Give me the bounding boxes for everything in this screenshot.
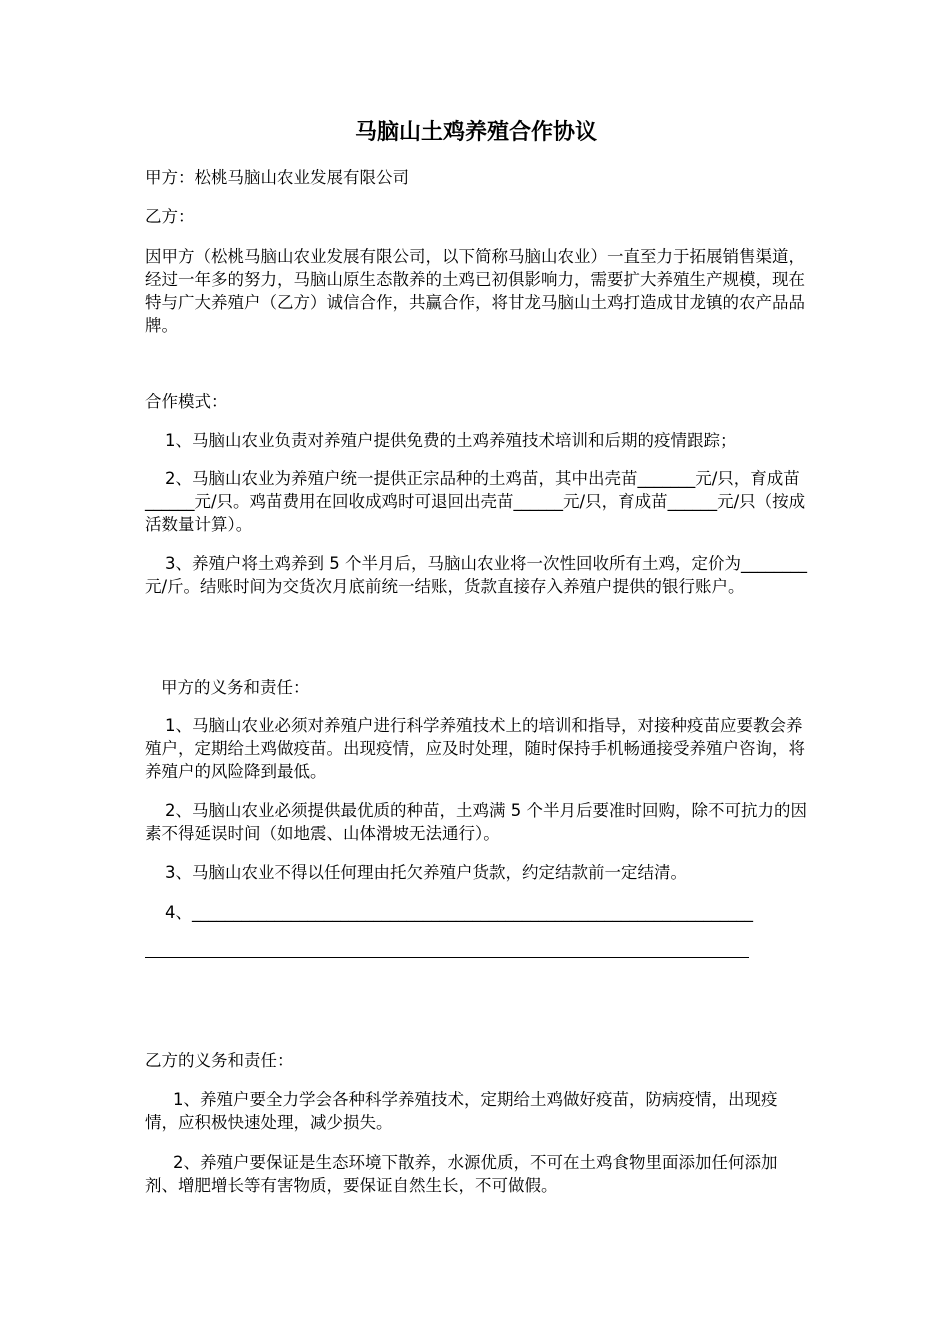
party-a-duty-item: 1、马脑山农业必须对养殖户进行科学养殖技术上的培训和指导，对接种疫苗应要教会养殖户，定期给土鸡做疫苗。出现疫情，应及时处理，随时保持手机畅通接受养殖户咨询，将养殖户的风险降到最低。: [145, 716, 805, 781]
cooperation-item: 2、马脑山农业为养殖户统一提供正宗品种的土鸡苗，其中出壳苗_______元/只，育成苗______元/只。鸡苗费用在回收成鸡时可退回出壳苗______元/只，育成苗______元/只（按成活数量计算）。: [145, 469, 806, 534]
blank-fill-line: [145, 957, 749, 958]
party-b-duty-item: 1、养殖户要全力学会各种科学养殖技术，定期给土鸡做好疫苗，防病疫情，出现疫情，应积极快速处理，减少损失。: [145, 1090, 778, 1132]
party-a-duty-item: 3、马脑山农业不得以任何理由托欠养殖户货款，约定结款前一定结清。: [165, 863, 687, 882]
party-a-line: 甲方：松桃马脑山农业发展有限公司: [145, 168, 409, 187]
party-b-line: 乙方：: [145, 207, 195, 226]
party-b-duty-item: 2、养殖户要保证是生态环境下散养，水源优质，不可在土鸡食物里面添加任何添加剂、增肥增长等有害物质，要保证自然生长，不可做假。: [145, 1153, 778, 1195]
party-b-duties-heading: 乙方的义务和责任：: [145, 1051, 294, 1070]
party-a-duties-heading: 甲方的义务和责任：: [161, 678, 310, 697]
document-title: 马脑山土鸡养殖合作协议: [354, 120, 597, 145]
cooperation-heading: 合作模式：: [145, 392, 228, 411]
party-a-duty-item-blank: 4、____________________________________________________________________: [165, 903, 753, 922]
cooperation-item: 3、养殖户将土鸡养到 5 个半月后，马脑山农业将一次性回收所有土鸡，定价为________元/斤。结账时间为交货次月底前统一结账，货款直接存入养殖户提供的银行账户。: [145, 554, 807, 596]
intro-paragraph: 因甲方（松桃马脑山农业发展有限公司，以下简称马脑山农业）一直至力于拓展销售渠道，经过一年多的努力，马脑山原生态散养的土鸡已初俱影响力，需要扩大养殖生产规模，现在特与广大养殖户（乙方）诚信合作，共赢合作，将甘龙马脑山土鸡打造成甘龙镇的农产品品牌。: [145, 247, 805, 335]
party-a-duty-item: 2、马脑山农业必须提供最优质的种苗，土鸡满 5 个半月后要准时回购，除不可抗力的因素不得延误时间（如地震、山体滑坡无法通行）。: [145, 801, 807, 843]
cooperation-item: 1、马脑山农业负责对养殖户提供免费的土鸡养殖技术培训和后期的疫情跟踪；: [165, 431, 737, 450]
